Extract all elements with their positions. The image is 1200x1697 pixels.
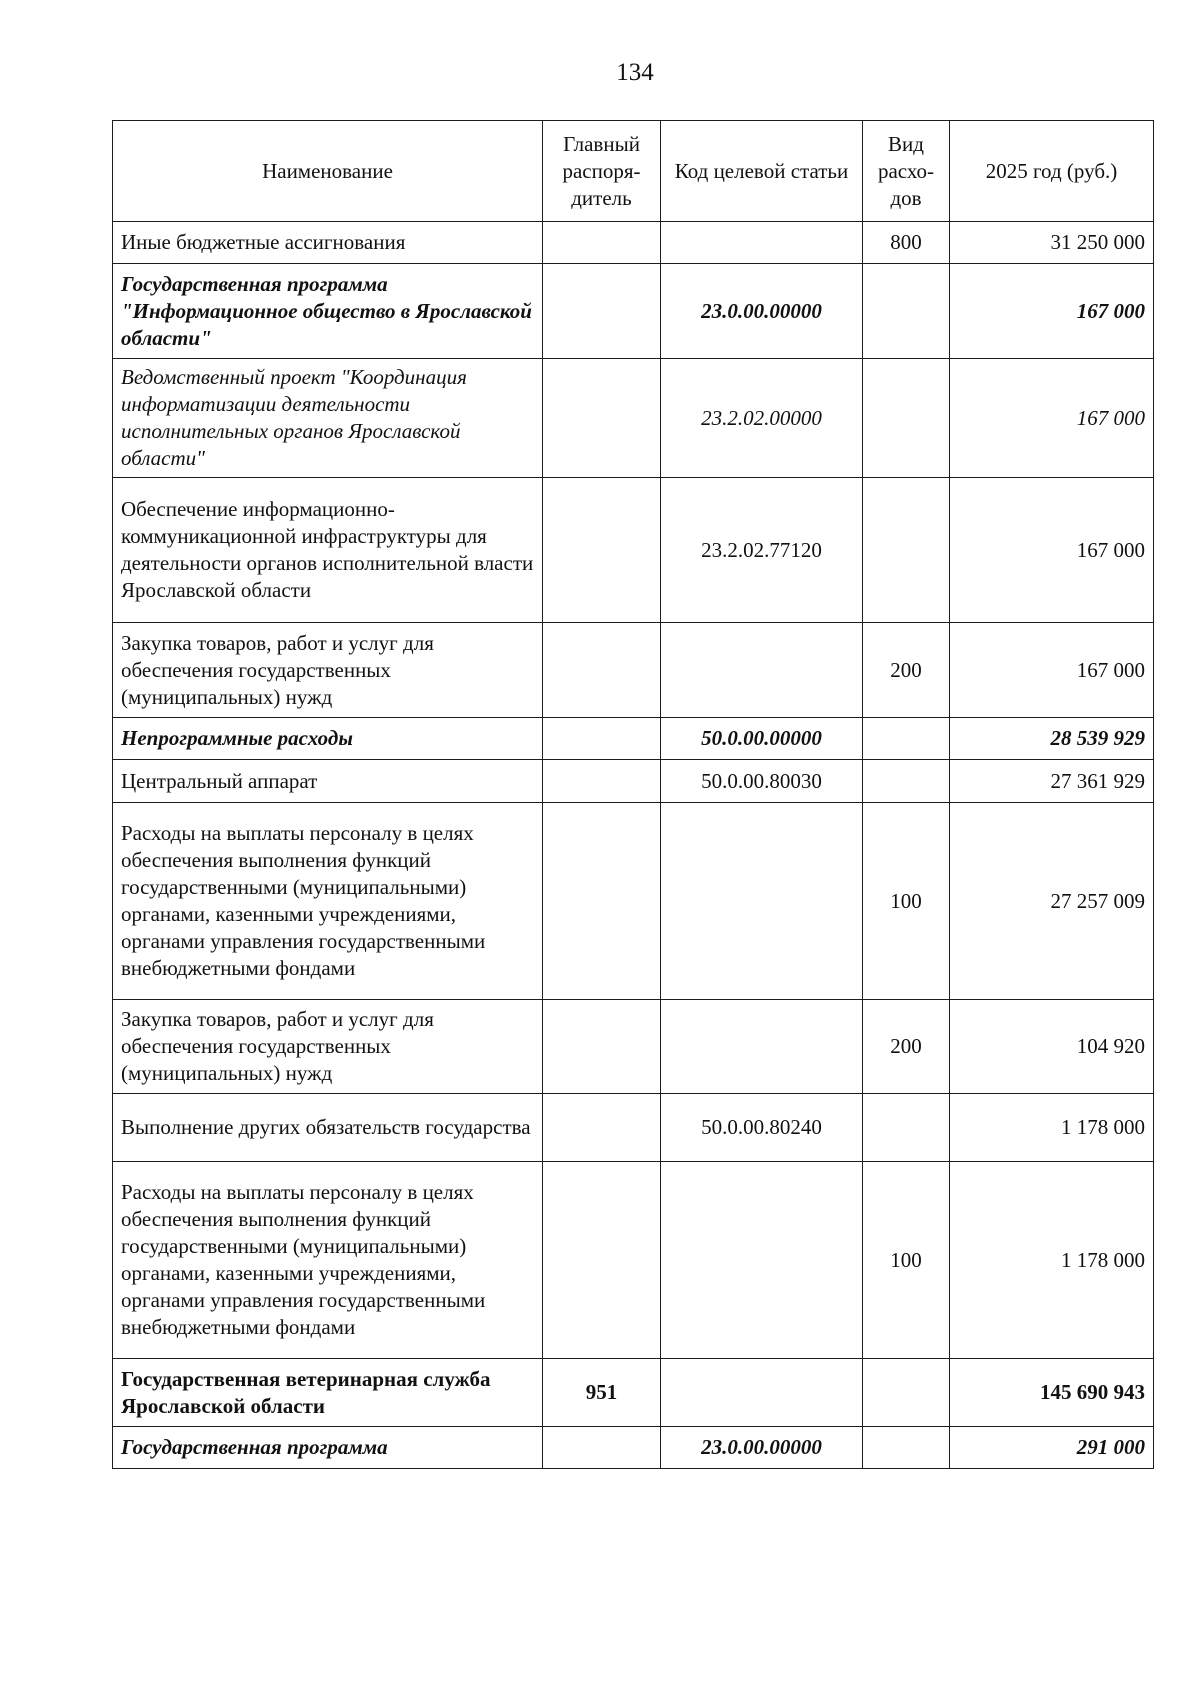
cell-name: Обеспечение информационно-коммуникационной инфраструктуры для деятельности органов исполнительной власти Ярославской области <box>113 478 543 623</box>
cell-expense-type: 100 <box>863 803 950 1000</box>
cell-administrator <box>543 718 661 760</box>
cell-target-code: 23.2.02.00000 <box>661 359 863 478</box>
header-amount: 2025 год (руб.) <box>950 121 1154 222</box>
cell-expense-type <box>863 264 950 359</box>
cell-target-code <box>661 1000 863 1094</box>
table-row <box>113 1427 1154 1469</box>
cell-name: Государственная программа <box>113 1427 543 1469</box>
budget-table <box>112 120 1154 1469</box>
cell-expense-type: 100 <box>863 1162 950 1359</box>
cell-administrator <box>543 1094 661 1162</box>
cell-amount: 291 000 <box>950 1427 1154 1469</box>
cell-name: Расходы на выплаты персоналу в целях обеспечения выполнения функций государственными (муниципальными) органами, казенными учреждениями, органами управления государственными внебюджетными фондами <box>113 803 543 1000</box>
cell-administrator <box>543 803 661 1000</box>
cell-amount: 1 178 000 <box>950 1094 1154 1162</box>
cell-target-code <box>661 222 863 264</box>
table-row <box>113 1094 1154 1162</box>
cell-amount: 167 000 <box>950 264 1154 359</box>
cell-expense-type <box>863 1427 950 1469</box>
cell-expense-type: 800 <box>863 222 950 264</box>
cell-name: Ведомственный проект "Координация информатизации деятельности исполнительных органов Ярославской области" <box>113 359 543 478</box>
table-row <box>113 1162 1154 1359</box>
table-row <box>113 359 1154 478</box>
header-name: Наименование <box>113 121 543 222</box>
cell-expense-type <box>863 760 950 803</box>
cell-expense-type: 200 <box>863 1000 950 1094</box>
cell-administrator <box>543 222 661 264</box>
cell-name: Расходы на выплаты персоналу в целях обеспечения выполнения функций государственными (муниципальными) органами, казенными учреждениями, органами управления государственными внебюджетными фондами <box>113 1162 543 1359</box>
cell-expense-type <box>863 359 950 478</box>
cell-expense-type <box>863 1094 950 1162</box>
cell-target-code: 50.0.00.80030 <box>661 760 863 803</box>
cell-target-code: 50.0.00.00000 <box>661 718 863 760</box>
table-row <box>113 718 1154 760</box>
cell-expense-type: 200 <box>863 623 950 718</box>
table-row <box>113 1000 1154 1094</box>
cell-target-code <box>661 1162 863 1359</box>
table-row <box>113 803 1154 1000</box>
cell-administrator <box>543 1000 661 1094</box>
cell-administrator <box>543 359 661 478</box>
cell-expense-type <box>863 718 950 760</box>
table-row <box>113 760 1154 803</box>
cell-name: Государственная программа "Информационное общество в Ярославской области" <box>113 264 543 359</box>
cell-amount: 27 361 929 <box>950 760 1154 803</box>
cell-target-code <box>661 1359 863 1427</box>
cell-amount: 1 178 000 <box>950 1162 1154 1359</box>
cell-name: Непрограммные расходы <box>113 718 543 760</box>
cell-target-code: 23.0.00.00000 <box>661 1427 863 1469</box>
cell-amount: 167 000 <box>950 478 1154 623</box>
cell-administrator <box>543 623 661 718</box>
table-row <box>113 1359 1154 1427</box>
cell-administrator <box>543 1427 661 1469</box>
cell-name: Закупка товаров, работ и услуг для обеспечения государственных (муниципальных) нужд <box>113 1000 543 1094</box>
cell-expense-type <box>863 478 950 623</box>
page-number: 134 <box>616 59 654 86</box>
table-body <box>113 222 1154 1469</box>
cell-name: Иные бюджетные ассигнования <box>113 222 543 264</box>
cell-target-code: 23.0.00.00000 <box>661 264 863 359</box>
cell-administrator <box>543 1162 661 1359</box>
cell-target-code <box>661 803 863 1000</box>
cell-name: Выполнение других обязательств государства <box>113 1094 543 1162</box>
header-administrator: Главный распоря-дитель <box>543 121 661 222</box>
cell-amount: 31 250 000 <box>950 222 1154 264</box>
cell-administrator <box>543 264 661 359</box>
table-row <box>113 623 1154 718</box>
cell-administrator: 951 <box>543 1359 661 1427</box>
cell-expense-type <box>863 1359 950 1427</box>
cell-name: Государственная ветеринарная служба Ярославской области <box>113 1359 543 1427</box>
table-row <box>113 478 1154 623</box>
cell-amount: 145 690 943 <box>950 1359 1154 1427</box>
cell-name: Центральный аппарат <box>113 760 543 803</box>
cell-target-code: 23.2.02.77120 <box>661 478 863 623</box>
table-header-row <box>113 121 1154 222</box>
cell-amount: 104 920 <box>950 1000 1154 1094</box>
header-target-code: Код целевой статьи <box>661 121 863 222</box>
cell-target-code <box>661 623 863 718</box>
cell-amount: 27 257 009 <box>950 803 1154 1000</box>
cell-amount: 167 000 <box>950 359 1154 478</box>
cell-amount: 167 000 <box>950 623 1154 718</box>
cell-amount: 28 539 929 <box>950 718 1154 760</box>
cell-administrator <box>543 478 661 623</box>
table-row <box>113 264 1154 359</box>
table-row <box>113 222 1154 264</box>
header-expense-type: Вид расхо-дов <box>863 121 950 222</box>
cell-name: Закупка товаров, работ и услуг для обеспечения государственных (муниципальных) нужд <box>113 623 543 718</box>
cell-administrator <box>543 760 661 803</box>
cell-target-code: 50.0.00.80240 <box>661 1094 863 1162</box>
